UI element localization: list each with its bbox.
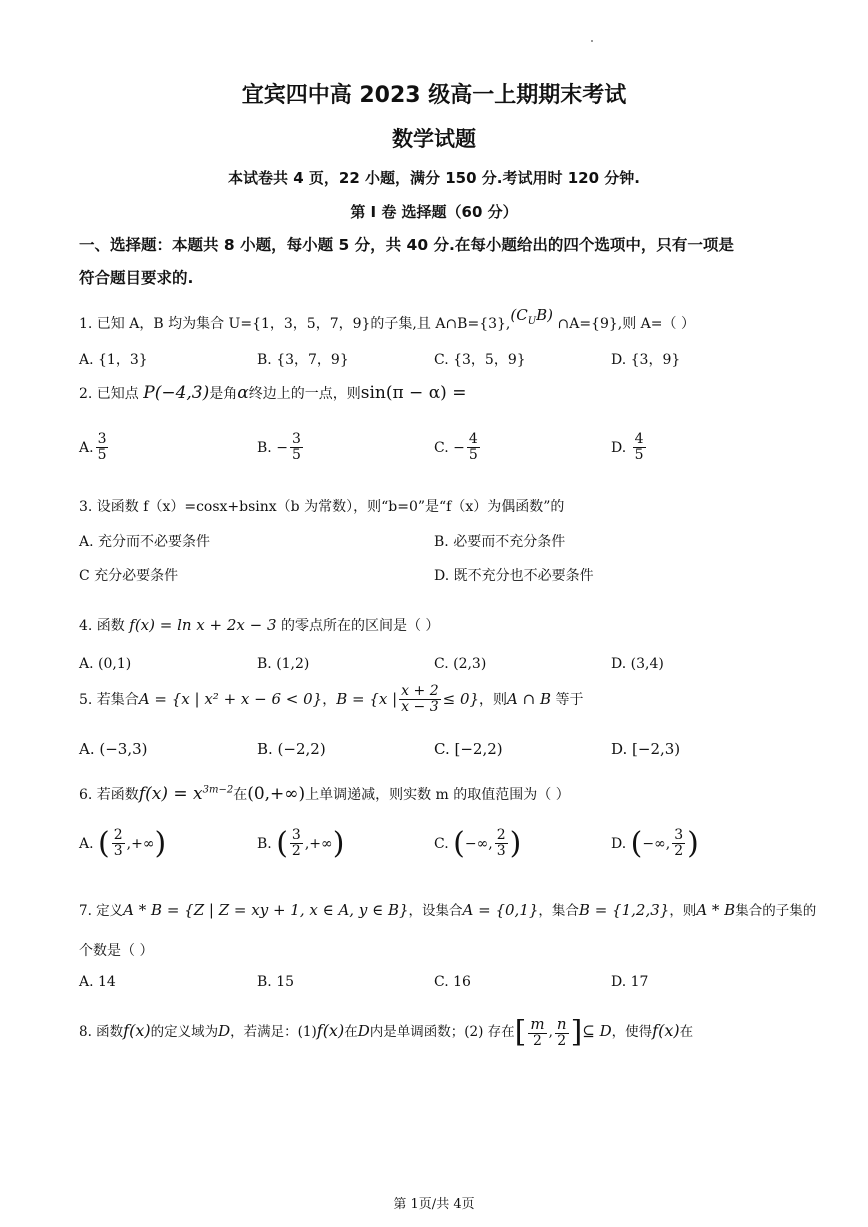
q5-option-d[interactable]: D. [−2,3)	[611, 740, 681, 758]
q7-definition: A * B = {Z | Z = xy + 1, x ∈ A, y ∈ B}	[123, 901, 409, 919]
q4-option-b[interactable]: B. (1,2)	[257, 656, 310, 672]
question-6: 6. 若函数$f(x) = x^{3m-2}$在(0,+∞)上单调递减，则实数 m 的取值范围为（ ）	[79, 784, 570, 804]
q8-fraction-m: $\frac{m}{2}$	[530, 1015, 545, 1049]
q1-option-a[interactable]: A. {1，3}	[79, 352, 148, 368]
q5-option-b[interactable]: B. (−2,2)	[257, 740, 326, 758]
question-7: 7. 定义A * B = {Z | Z = xy + 1, x ∈ A, y ∈ B}，设集合A = {0,1}，集合B = {1,2,3}，则A * B集合的子集的	[79, 901, 817, 919]
q8-subset: ⊆ D	[582, 1021, 612, 1040]
question-5: 5. 若集合A = {x | x² + x − 6 < 0}，B = {x | $\frac{x + 2}{x - 3}$ ≤ 0}，则A ∩ B 等于	[79, 683, 584, 716]
q7-option-c[interactable]: C. 16	[434, 974, 471, 990]
exam-info: 本试卷共 4 页，22 小题，满分 150 分.考试用时 120 分钟.	[228, 169, 640, 187]
question-2: 2. 已知点 P(−4,3)是角α终边上的一点，则sin(π − α) =	[79, 383, 467, 403]
q3-option-c[interactable]: C 充分必要条件	[79, 568, 179, 584]
q5-option-c[interactable]: C. [−2,2)	[434, 740, 503, 758]
q6-fraction-a: $\frac{2}{3}$	[113, 827, 123, 860]
q3-option-b[interactable]: B. 必要而不充分条件	[434, 534, 566, 550]
q5-set-a: A = {x | x² + x − 6 < 0}	[138, 689, 323, 708]
q2-fraction-d: $\frac{4}{5}$	[634, 431, 644, 464]
right-paren: )	[154, 825, 167, 861]
q5-set-b-fraction: $\frac{x + 2}{x - 3}$	[401, 683, 439, 716]
q2-point: P(−4,3)	[143, 383, 210, 403]
corner-dot	[591, 40, 593, 42]
right-bracket: ]	[570, 1014, 583, 1050]
right-paren: )	[687, 825, 699, 861]
q6-fraction-b: $\frac{3}{2}$	[291, 827, 301, 860]
left-paren: (	[276, 825, 288, 861]
q6-option-c[interactable]: C. (−∞, $\frac{2}{3}$ )	[434, 825, 522, 861]
q2-option-a[interactable]: A. $\frac{3}{5}$	[79, 431, 107, 464]
q4-option-d[interactable]: D. (3,4)	[611, 656, 664, 672]
question-4: 4. 函数 f(x) = ln x + 2x − 3 的零点所在的区间是（ ）	[79, 616, 440, 634]
subject-title: 数学试题	[392, 127, 476, 151]
q2-option-b[interactable]: B. − $\frac{3}{5}$	[257, 431, 301, 464]
q5-intersection: A ∩ B	[507, 689, 552, 708]
right-paren: )	[509, 825, 522, 861]
question-7-cont: 个数是（ ）	[79, 943, 154, 959]
part-heading: 第 I 卷 选择题（60 分）	[350, 203, 518, 221]
q3-option-d[interactable]: D. 既不充分也不必要条件	[434, 568, 594, 584]
section-heading: 一、选择题：本题共 8 小题，每小题 5 分，共 40 分.在每小题给出的四个选项中，只有一项是	[79, 236, 734, 254]
q8-func-2: f(x)	[316, 1020, 345, 1040]
right-paren: )	[332, 825, 345, 861]
q6-func: $f(x) = x^{3m-2}$	[138, 784, 234, 804]
q1-option-b[interactable]: B. {3，7，9}	[257, 352, 349, 368]
q2-expr: sin(π − α) =	[360, 383, 467, 403]
q4-expr: f(x) = ln x + 2x − 3	[129, 616, 277, 634]
q6-interval: (0,+∞)	[247, 784, 306, 804]
q8-domain: D	[218, 1021, 231, 1040]
q2-fraction-b: $\frac{3}{5}$	[291, 431, 301, 464]
question-3: 3. 设函数 f（x）=cosx+bsinx（b 为常数），则“b=0”是“f（x）为偶函数”的	[79, 499, 565, 515]
section-heading-cont: 符合题目要求的.	[79, 269, 194, 287]
q7-option-b[interactable]: B. 15	[257, 974, 295, 990]
left-paren: (	[630, 825, 643, 861]
q2-alpha: α	[237, 383, 249, 403]
q8-domain-2: D	[357, 1021, 370, 1040]
q6-fraction-c: $\frac{2}{3}$	[496, 827, 506, 860]
q7-set-b: B = {1,2,3}	[578, 901, 670, 919]
left-paren: (	[453, 825, 465, 861]
q1-option-d[interactable]: D. {3，9}	[611, 352, 681, 368]
q6-option-a[interactable]: A. ( $\frac{2}{3}$ ,+∞)	[79, 825, 167, 861]
q2-option-c[interactable]: C. − $\frac{4}{5}$	[434, 431, 478, 464]
question-1	[79, 306, 695, 335]
q1-complement: $(C_UB)$	[510, 306, 554, 327]
q1-text-b: ∩A={9},则 A=（ ）	[557, 316, 695, 332]
q4-option-c[interactable]: C. (2,3)	[434, 656, 487, 672]
page-footer: 第 1页/共 4页	[393, 1197, 475, 1212]
question-8: 8. 函数f(x)的定义域为D，若满足：(1)f(x)在D内是单调函数；(2) 存在[ $\frac{m}{2}$ , $\frac{n}{2}$ ]⊆ D，使得f(x)在	[79, 1014, 694, 1050]
q7-option-d[interactable]: D. 17	[611, 974, 649, 990]
q2-fraction-a: $\frac{3}{5}$	[97, 431, 107, 464]
q2-option-d[interactable]: D. $\frac{4}{5}$	[611, 431, 644, 464]
q6-option-b[interactable]: B. ( $\frac{3}{2}$ ,+∞)	[257, 825, 345, 861]
q1-text-a: 1. 已知 A，B 均为集合 U={1，3，5，7，9}的子集,且 A∩B={3},	[79, 316, 511, 332]
q5-option-a[interactable]: A. (−3,3)	[79, 740, 148, 758]
q4-option-a[interactable]: A. (0,1)	[79, 656, 132, 672]
q8-func: f(x)	[123, 1020, 151, 1040]
q1-option-c[interactable]: C. {3，5，9}	[434, 352, 526, 368]
q7-expr: A * B	[696, 901, 736, 919]
q7-set-a: A = {0,1}	[462, 901, 539, 919]
q8-fraction-n: $\frac{n}{2}$	[556, 1015, 567, 1049]
q3-option-a[interactable]: A. 充分而不必要条件	[79, 534, 211, 550]
exam-title: 宜宾四中高 2023 级高一上期期末考试	[241, 83, 627, 108]
q6-option-d[interactable]: D. (−∞, $\frac{3}{2}$ )	[611, 825, 699, 861]
q8-func-3: f(x)	[652, 1020, 680, 1040]
q7-option-a[interactable]: A. 14	[79, 974, 116, 990]
q2-fraction-c: $\frac{4}{5}$	[468, 431, 478, 464]
left-bracket: [	[514, 1014, 527, 1050]
q6-fraction-d: $\frac{3}{2}$	[674, 827, 684, 860]
left-paren: (	[98, 825, 110, 861]
q5-set-b: B = {x | $\frac{x + 2}{x - 3}$ ≤ 0}	[336, 683, 480, 716]
